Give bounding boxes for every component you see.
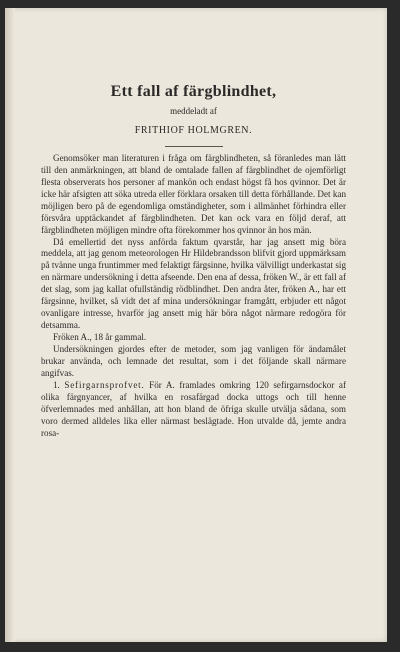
book-page <box>5 8 387 642</box>
paragraph-1: Genomsöker man literaturen i fråga om färgblindheten, så föranledes man lätt till den anmärkningen, att bland de omtalade fallen af färgblindhet de ojemförligt flesta observerats hos personer af mankön och endast högst få hos qvinnor. Det är icke här afsigten att söka utreda eller förklara orsaken till detta förhållande. Det kan möjligen bero på de egendomliga omständigheter, som i allmänhet förhindra eller försvåra upptäckandet af färgblindheten. Det kan ock vara en följd deraf, att färgblindheten möjligen mindre ofta förekommer hos qvinnor än hos män. <box>41 152 346 235</box>
section-number: 1. <box>53 379 60 390</box>
article-author: FRITHIOF HOLMGREN. <box>134 124 253 136</box>
title-divider <box>165 146 223 147</box>
article-body <box>41 83 346 440</box>
article-byline: meddeladt af <box>170 105 217 116</box>
paragraph-3: Fröken A., 18 år gammal. <box>53 332 147 343</box>
page-gutter <box>5 8 15 642</box>
section-text: För A. framlades omkring 120 sefirgarnsdockor af olika färgnyancer, af hvilka en rosafärgad docka uttogs och till henne öfverlemnades med anhållan, att hon bland de öfriga skulle utvälja sådana, som voro dermed alldeles lika eller närmast beslägtade. Hon utvalde då, jemte andra rosa- <box>41 379 346 438</box>
paragraph-4: Undersökningen gjordes efter de metoder, som jag vanligen för ändamålet brukar använda, och lemnade det resultat, som i det följande skall närmare angifvas. <box>41 344 346 379</box>
section-heading: Sefirgarnsprofvet. <box>64 379 145 390</box>
article-title: Ett fall af färgblindhet, <box>110 83 277 100</box>
paragraph-2: Då emellertid det nyss anförda faktum qvarstår, har jag ansett mig böra meddela, att jag genom meteorologen Hr Hildebrandsson blifvit gjord uppmärksam på tvänne unga fruntimmer med felaktigt färgsinne, hvilka välvilligt underkastat sig en närmare undersökning i detta afseende. Den ena af dessa, fröken W., är ett fall af det slag, som jag kallat ofullständig rödblindhet. Den andra åter, fröken A., har ett färgsinne, hvilket, så vidt det af mina undersökningar framgått, erbjuder ett något ovanligare intresse, hvarför jag ansett mig här böra något närmare redogöra för detsamma. <box>41 236 346 331</box>
paragraph-5 <box>41 380 346 440</box>
